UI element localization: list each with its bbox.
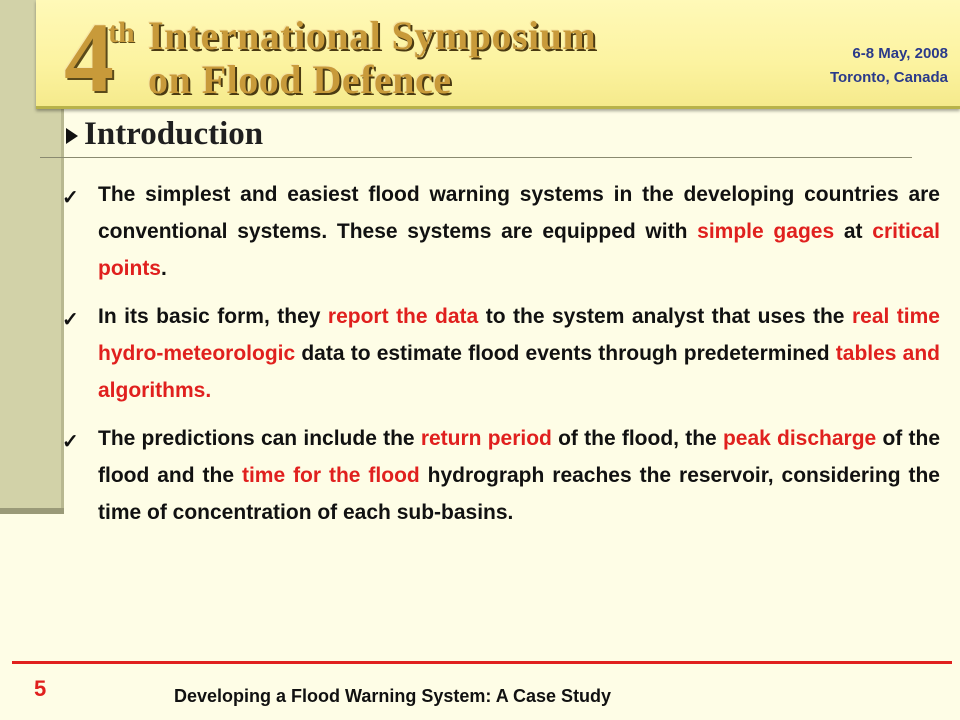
checkmark-icon: ✓ xyxy=(62,187,79,209)
banner-date-location xyxy=(830,42,948,90)
bullet-list xyxy=(60,176,940,542)
highlighted-text: time for the flood xyxy=(241,464,420,487)
checkmark-icon: ✓ xyxy=(62,431,79,453)
conference-banner xyxy=(36,0,960,113)
banner-title xyxy=(148,14,596,102)
section-title-text: Introduction xyxy=(84,116,264,152)
highlighted-text: tables and algorithms. xyxy=(98,342,940,402)
page-number: 5 xyxy=(34,676,47,701)
checkmark-icon: ✓ xyxy=(62,309,79,331)
bullet-item xyxy=(60,176,940,287)
bullet-text: The simplest and easiest flood warning systems in the developing countries are conventional systems. These systems are equipped with xyxy=(98,183,940,243)
highlighted-text: peak discharge xyxy=(722,427,877,450)
banner-title-line2: on Flood Defence xyxy=(148,57,452,102)
footer-title: Developing a Flood Warning System: A Case Study xyxy=(174,686,612,706)
banner-location: Toronto, Canada xyxy=(829,69,948,86)
highlighted-text: report the data xyxy=(327,305,479,328)
bullet-text: hydrograph reaches the reservoir, considering the time of concentration of each sub-basins. xyxy=(98,464,940,524)
section-title xyxy=(66,116,263,153)
bullet-text: The predictions can include the xyxy=(98,427,421,450)
bullet-text: at xyxy=(834,220,873,243)
banner-title-line1: International Symposium xyxy=(148,13,597,58)
banner-number: 4 xyxy=(64,2,114,113)
bullet-text: to the system analyst that uses the xyxy=(478,305,852,328)
bullet-text: In its basic form, they xyxy=(98,305,328,328)
bullet-item xyxy=(60,298,940,409)
highlighted-text: critical points xyxy=(98,220,941,280)
highlighted-text: return period xyxy=(420,427,552,450)
highlighted-text: simple gages xyxy=(697,220,835,243)
bullet-text: of the flood, the xyxy=(551,427,723,450)
bullet-text: . xyxy=(161,257,167,280)
highlighted-text: real time hydro-meteorologic xyxy=(98,305,940,365)
footer-divider xyxy=(12,661,952,664)
left-decor-bar-shadow xyxy=(0,508,64,514)
bullet-item xyxy=(60,420,940,531)
bullet-text: of the flood and the xyxy=(98,427,940,487)
banner-number-suffix: th xyxy=(108,16,135,49)
arrow-bullet-icon xyxy=(66,128,78,144)
title-divider xyxy=(40,157,912,158)
bullet-text: data to estimate flood events through predetermined xyxy=(295,342,836,365)
banner-date: 6-8 May, 2008 xyxy=(852,45,948,62)
